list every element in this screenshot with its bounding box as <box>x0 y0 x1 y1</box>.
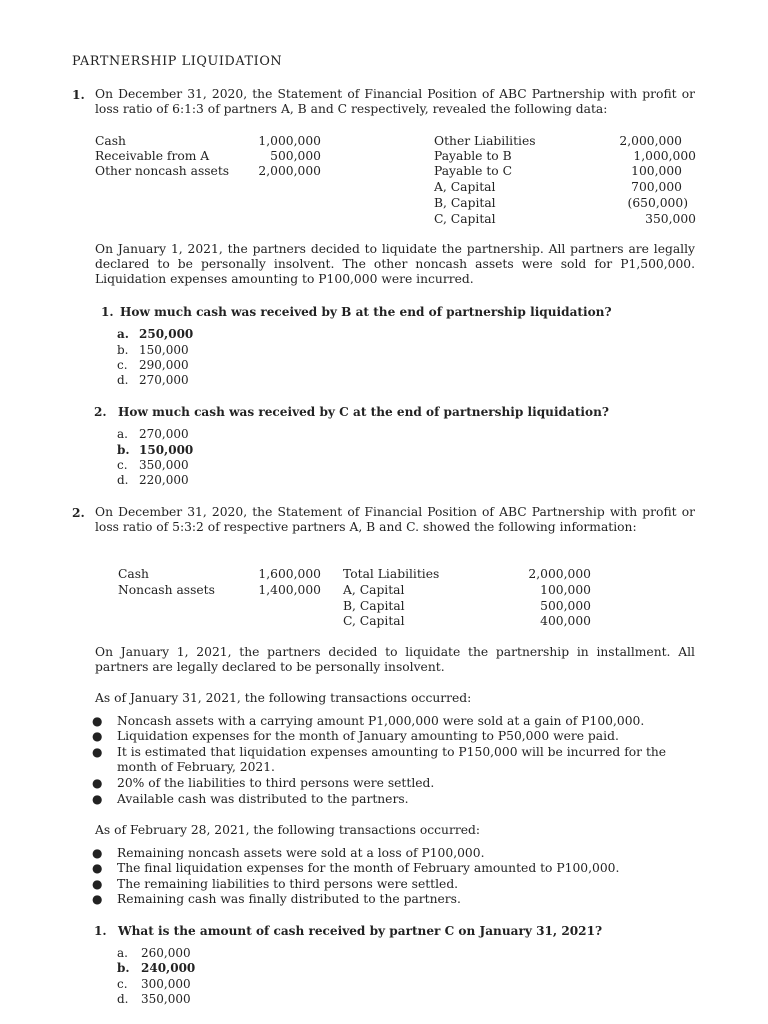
bullet-item: ● Remaining cash was finally distributed to the partners. <box>92 892 461 906</box>
option-letter: d. <box>117 992 129 1006</box>
p1-left-label: Cash <box>95 134 126 148</box>
p1-q1-text: How much cash was received by B at the end of partnership liquidation? <box>120 305 612 319</box>
p1-right-value: 2,000,000 <box>619 134 682 148</box>
p1-left-value: 1,000,000 <box>258 134 321 148</box>
p1-right-value: 700,000 <box>631 180 682 194</box>
bullet-item: ● Available cash was distributed to the partners. <box>92 792 409 806</box>
option-value: 270,000 <box>139 427 189 441</box>
bullet-icon: ● <box>92 846 103 860</box>
p1-left-value: 500,000 <box>270 149 321 163</box>
p1-right-label: B, Capital <box>434 196 496 210</box>
p1-q2-text: How much cash was received by C at the end of partnership liquidation? <box>118 405 609 419</box>
p2-right-label: Total Liabilities <box>343 567 440 581</box>
p2-right-value: 500,000 <box>540 599 591 613</box>
p2-right-label: B, Capital <box>343 599 405 613</box>
option-value: 350,000 <box>139 458 189 472</box>
bullet-item: ● It is estimated that liquidation expenses amounting to P150,000 will be incurred for the month of February, 2021. <box>92 745 667 774</box>
p2-q1-number: 1. <box>94 924 107 938</box>
p2-right-value: 100,000 <box>540 583 591 597</box>
p2-left-value: 1,400,000 <box>258 583 321 597</box>
bullet-icon: ● <box>92 714 103 728</box>
p1-right-label: Payable to B <box>434 149 512 163</box>
option-letter: b. <box>117 343 129 357</box>
option-letter: a. <box>117 946 128 960</box>
page-title: PARTNERSHIP LIQUIDATION <box>72 54 283 69</box>
bullet-icon: ● <box>92 745 103 759</box>
p1-right-value: 100,000 <box>631 164 682 178</box>
bullet-icon: ● <box>92 776 103 790</box>
bullet-item: ● 20% of the liabilities to third persons were settled. <box>92 776 435 790</box>
option-value: 250,000 <box>139 327 194 341</box>
january-heading: As of January 31, 2021, the following transactions occurred: <box>95 691 472 705</box>
problem-1-number: 1. <box>72 87 85 102</box>
p2-right-value: 400,000 <box>540 614 591 628</box>
bullet-item: ● Noncash assets with a carrying amount P1,000,000 were sold at a gain of P100,000. <box>92 714 645 728</box>
bullet-item: ● The final liquidation expenses for the month of February amounted to P100,000. <box>92 861 620 875</box>
p2-right-label: A, Capital <box>343 583 405 597</box>
p1-right-label: C, Capital <box>434 212 496 226</box>
bullet-icon: ● <box>92 861 103 875</box>
option-letter: d. <box>117 373 129 387</box>
p1-q2-number: 2. <box>94 405 107 419</box>
p1-right-value: 1,000,000 <box>633 149 696 163</box>
p2-right-value: 2,000,000 <box>528 567 591 581</box>
bullet-icon: ● <box>92 877 103 891</box>
option-letter: c. <box>117 458 128 472</box>
option-letter: c. <box>117 358 128 372</box>
p1-right-label: A, Capital <box>434 180 496 194</box>
p2-q1-text: What is the amount of cash received by partner C on January 31, 2021? <box>118 924 603 938</box>
p1-right-value: (650,000) <box>627 196 688 210</box>
option-value: 220,000 <box>139 473 189 487</box>
option-value: 290,000 <box>139 358 189 372</box>
p1-q1-number: 1. <box>101 305 114 319</box>
p1-left-label: Other noncash assets <box>95 164 230 178</box>
option-letter: d. <box>117 473 129 487</box>
p2-left-label: Noncash assets <box>118 583 215 597</box>
p1-right-label: Other Liabilities <box>434 134 536 148</box>
option-value: 270,000 <box>139 373 189 387</box>
p1-right-value: 350,000 <box>645 212 696 226</box>
bullet-item: ● Remaining noncash assets were sold at a loss of P100,000. <box>92 846 485 860</box>
bullet-icon: ● <box>92 892 103 906</box>
p1-left-label: Receivable from A <box>95 149 210 163</box>
bullet-item: ● Liquidation expenses for the month of January amounting to P50,000 were paid. <box>92 729 619 743</box>
february-heading: As of February 28, 2021, the following transactions occurred: <box>95 823 481 837</box>
problem-2-intro: On December 31, 2020, the Statement of Financial Position of ABC Partnership with profit or loss ratio of 5:3:2 of respective partners A, B and C. showed the following information: <box>95 505 695 534</box>
bullet-icon: ● <box>92 729 103 743</box>
option-value: 260,000 <box>141 946 191 960</box>
option-value: 300,000 <box>141 977 191 991</box>
problem-1-narrative: On January 1, 2021, the partners decided to liquidate the partnership. All partners are legally declared to be personally insolvent. The other noncash assets were sold for P1,500,000. Liquidation expenses amounting to P100,000 were incurred. <box>95 242 695 286</box>
problem-1-intro: On December 31, 2020, the Statement of Financial Position of ABC Partnership with profit or loss ratio of 6:1:3 of partners A, B and C respectively, revealed the following data: <box>95 87 695 116</box>
bullet-icon: ● <box>92 792 103 806</box>
p1-left-value: 2,000,000 <box>258 164 321 178</box>
p2-left-value: 1,600,000 <box>258 567 321 581</box>
problem-2-narrative: On January 1, 2021, the partners decided to liquidate the partnership in installment. All partners are legally declared to be personally insolvent. <box>95 645 695 674</box>
option-value: 350,000 <box>141 992 191 1006</box>
option-letter: a. <box>117 327 129 341</box>
option-value: 150,000 <box>139 343 189 357</box>
option-value: 150,000 <box>139 443 194 457</box>
p2-right-label: C, Capital <box>343 614 405 628</box>
problem-2-number: 2. <box>72 505 85 520</box>
option-letter: b. <box>117 961 130 975</box>
p1-right-label: Payable to C <box>434 164 512 178</box>
option-letter: b. <box>117 443 130 457</box>
option-letter: a. <box>117 427 128 441</box>
option-letter: c. <box>117 977 128 991</box>
option-value: 240,000 <box>141 961 196 975</box>
p2-left-label: Cash <box>118 567 149 581</box>
bullet-item: ● The remaining liabilities to third persons were settled. <box>92 877 459 891</box>
